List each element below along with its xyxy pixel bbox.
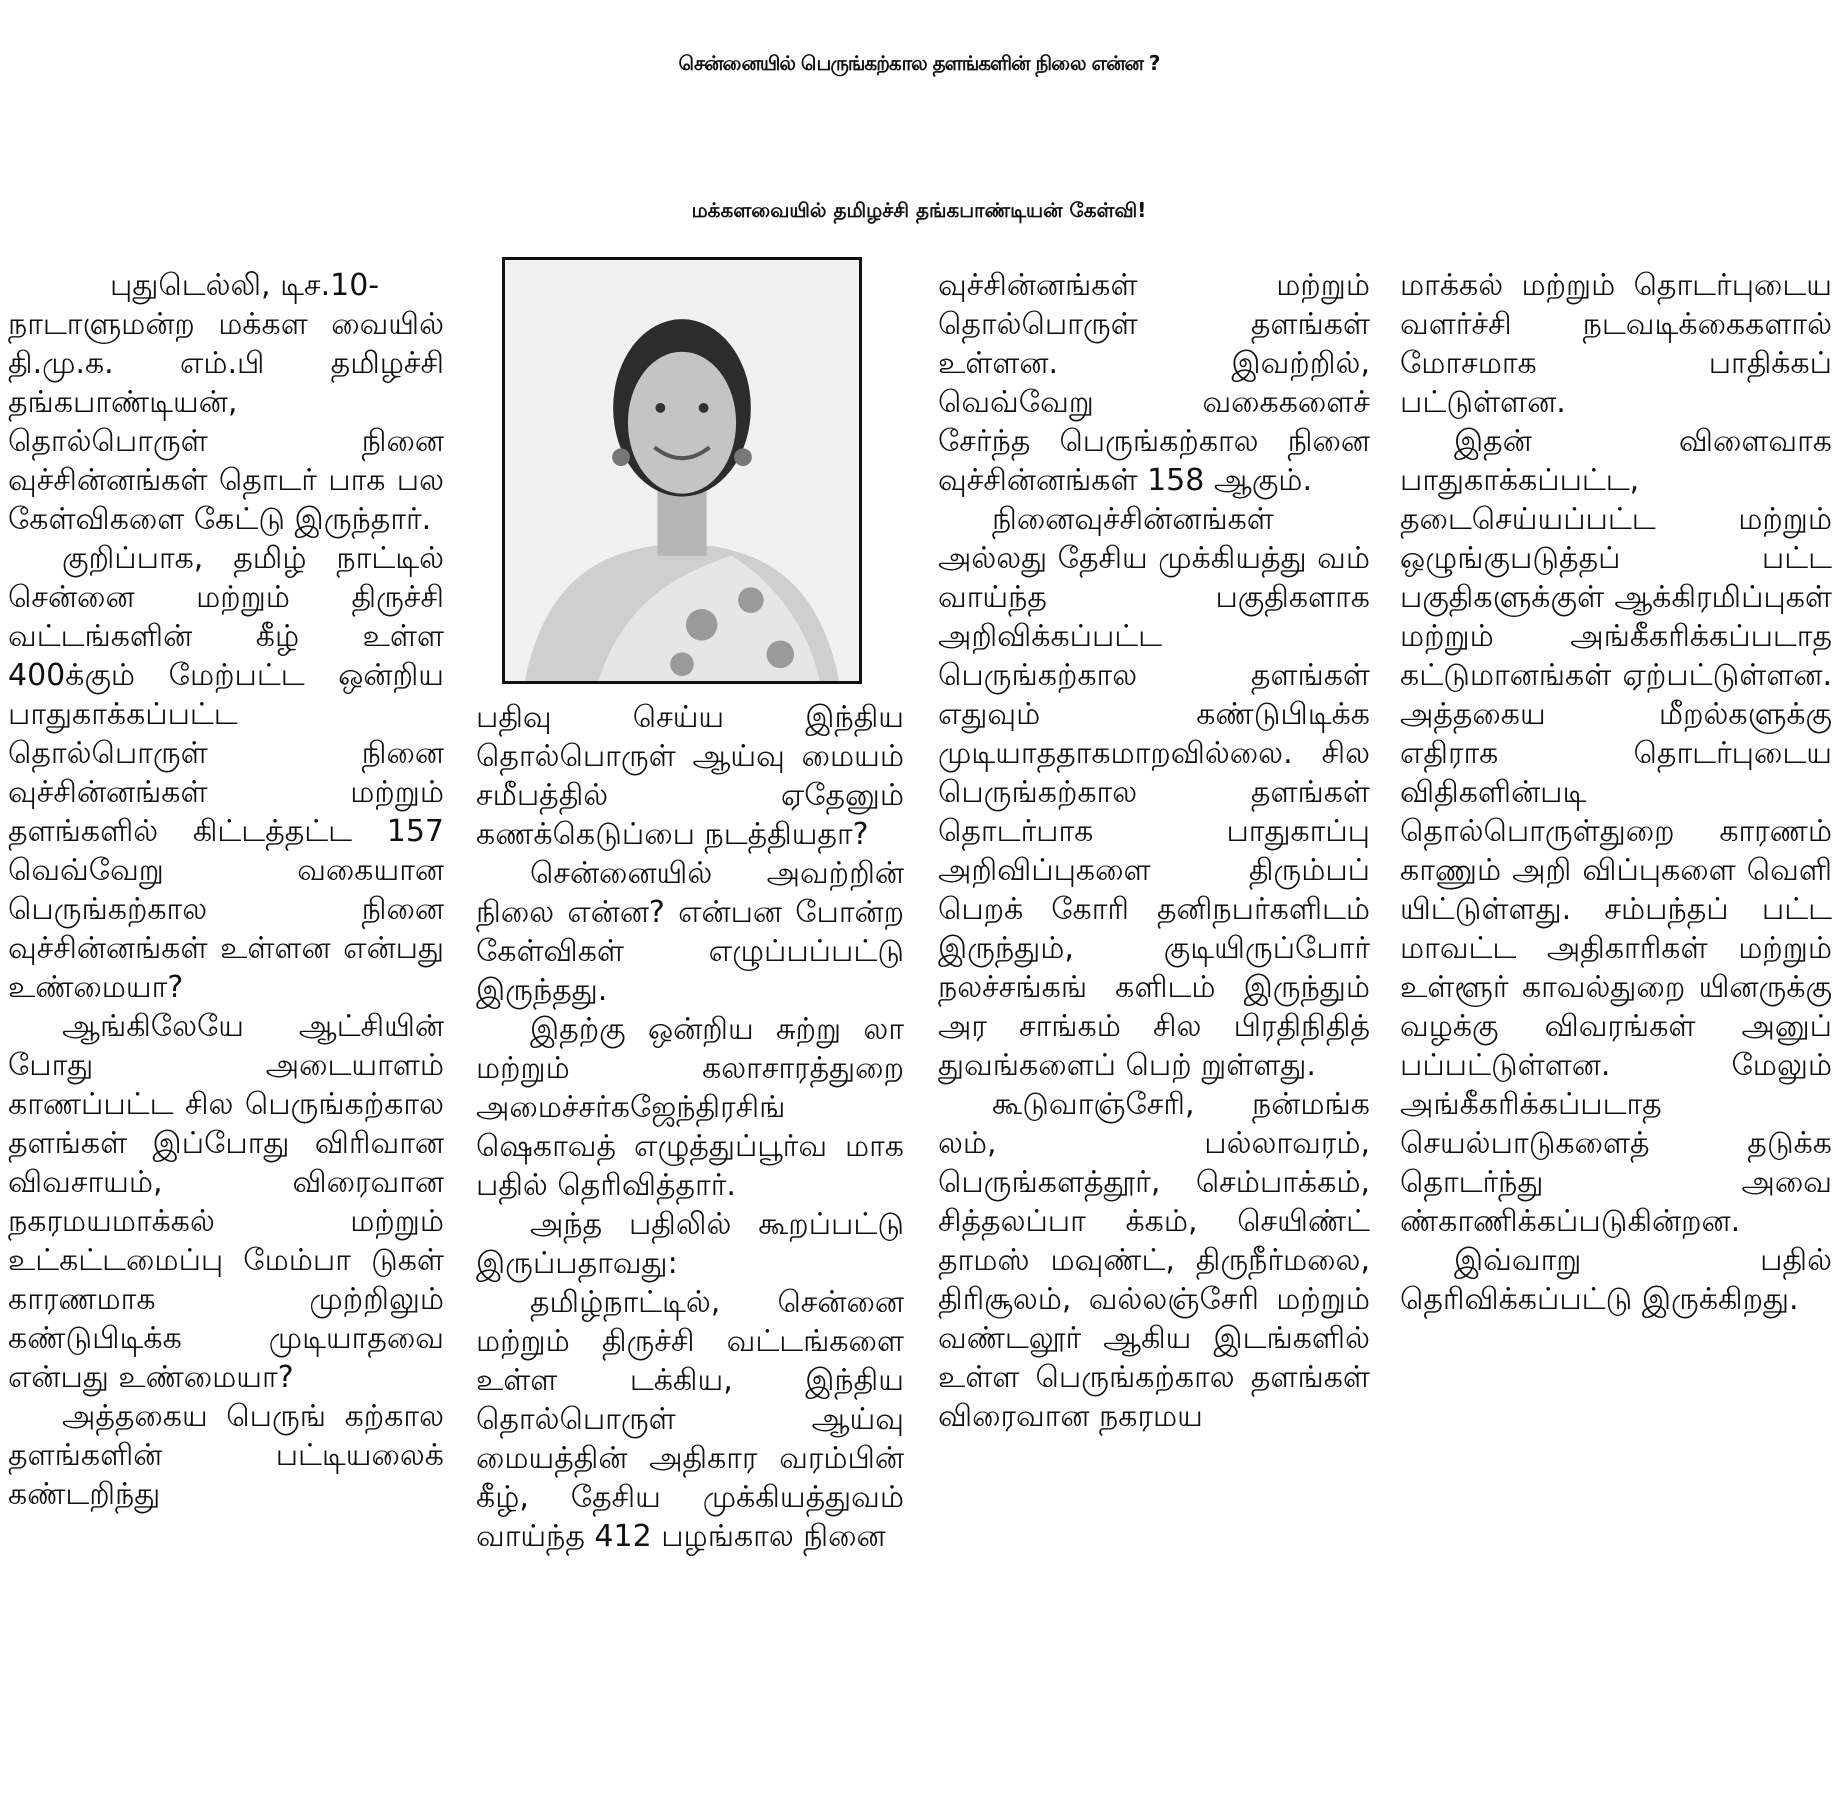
paragraph: இதற்கு ஒன்றிய சுற்று லா மற்றும் கலாசாரத்துறை அமைச்சர்கஜேந்திரசிங் ஷெகாவத் எழுத்துப்பூர்வ மாக பதில் தெரிவித்தார். [476, 1012, 904, 1203]
article-column-2 [476, 698, 904, 1556]
paragraph: மாக்கல் மற்றும் தொடர்புடைய வளர்ச்சி நடவடிக்கைகளால் மோசமாக பாதிக்கப் பட்டுள்ளன. [1400, 268, 1832, 420]
article-column-1 [8, 266, 444, 1514]
paragraph: சென்னையில் அவற்றின் நிலை என்ன? என்பன போன்ற கேள்விகள் எழுப்பப்பட்டு இருந்தது. [476, 856, 904, 1008]
headline: சென்னையில் பெருங்கற்கால தளங்களின் நிலை என்ன ? [678, 51, 1160, 75]
article-column-4 [1400, 266, 1832, 1319]
dateline: புதுடெல்லி, டிச.10- [110, 268, 380, 303]
paragraph: தமிழ்நாட்டில், சென்னை மற்றும் திருச்சி வட்டங்களை உள்ள டக்கிய, இந்திய தொல்பொருள் ஆய்வு மையத்தின் அதிகார வரம்பின் கீழ், தேசிய முக்கியத்துவம் வாய்ந்த 412 பழங்கால நினை [476, 1285, 904, 1554]
paragraph: இவ்வாறு பதில் தெரிவிக்கப்பட்டு இருக்கிறது. [1400, 1243, 1832, 1317]
paragraph: வுச்சின்னங்கள் மற்றும் தொல்பொருள் தளங்கள் உள்ளன. இவற்றில், வெவ்வேறு வகைகளைச் சேர்ந்த பெருங்கற்கால நினை வுச்சின்னங்கள் 158 ஆகும். [938, 268, 1370, 498]
subheadline: மக்களவையில் தமிழச்சி தங்கபாண்டியன் கேள்வி! [691, 198, 1147, 222]
portrait-photo [502, 257, 862, 684]
article-column-3 [938, 266, 1370, 1436]
paragraph: ஆங்கிலேயே ஆட்சியின் போது அடையாளம் காணப்பட்ட சில பெருங்கற்கால தளங்கள் இப்போது விரிவான விவசாயம், விரைவான நகரமயமாக்கல் மற்றும் உட்கட்டமைப்பு மேம்பா டுகள் காரணமாக முற்றிலும் கண்டுபிடிக்க முடியாதவை என்பது உண்மையா? [8, 1009, 444, 1395]
paragraph: நாடாளுமன்ற மக்கள வையில் தி.மு.க. எம்.பி தமிழச்சி தங்கபாண்டியன், தொல்பொருள் நினை வுச்சின்னங்கள் தொடர் பாக பல கேள்விகளை கேட்டு இருந்தார். [8, 307, 444, 537]
paragraph: கூடுவாஞ்சேரி, நன்மங்க லம், பல்லாவரம், பெருங்களத்தூர், செம்பாக்கம், சித்தலப்பா க்கம், செயிண்ட் தாமஸ் மவுண்ட், திருநீர்மலை, திரிசூலம், வல்லஞ்சேரி மற்றும் வண்டலூர் ஆகிய இடங்களில் உள்ள பெருங்கற்கால தளங்கள் விரைவான நகரமய [938, 1087, 1370, 1434]
paragraph: குறிப்பாக, தமிழ் நாட்டில் சென்னை மற்றும் திருச்சி வட்டங்களின் கீழ் உள்ள 400க்கும் மேற்பட்ட ஒன்றிய பாதுகாக்கப்பட்ட தொல்பொருள் நினை வுச்சின்னங்கள் மற்றும் தளங்களில் கிட்டத்தட்ட 157 வெவ்வேறு வகையான பெருங்கற்கால நினை வுச்சின்னங்கள் உள்ளன என்பது உண்மையா? [8, 541, 444, 1005]
paragraph: நினைவுச்சின்னங்கள் அல்லது தேசிய முக்கியத்து வம் வாய்ந்த பகுதிகளாக அறிவிக்கப்பட்ட பெருங்கற்கால தளங்கள் எதுவும் கண்டுபிடிக்க முடியாததாகமாறவில்லை. சில பெருங்கற்கால தளங்கள் தொடர்பாக பாதுகாப்பு அறிவிப்புகளை திரும்பப் பெறக் கோரி தனிநபர்களிடம் இருந்தும், குடியிருப்போர் நலச்சங்கங் களிடம் இருந்தும் அர சாங்கம் சில பிரதிநிதித் துவங்களைப் பெற் றுள்ளது. [938, 502, 1370, 1083]
paragraph: இதன் விளைவாக பாதுகாக்கப்பட்ட, தடைசெய்யப்பட்ட மற்றும் ஒழுங்குபடுத்தப் பட்ட பகுதிகளுக்குள் ஆக்கிரமிப்புகள் மற்றும் அங்கீகரிக்கப்படாத கட்டுமானங்கள் ஏற்பட்டுள்ளன. அத்தகைய மீறல்களுக்கு எதிராக தொடர்புடைய விதிகளின்படி தொல்பொருள்துறை காரணம் காணும் அறி விப்புகளை வெளி யிட்டுள்ளது. சம்பந்தப் பட்ட மாவட்ட அதிகாரிகள் மற்றும் உள்ளூர் காவல்துறை யினருக்கு வழக்கு விவரங்கள் அனுப் பப்பட்டுள்ளன. மேலும் அங்கீகரிக்கப்படாத செயல்பாடுகளைத் தடுக்க தொடர்ந்து அவை ண்காணிக்கப்படுகின்றன. [1400, 424, 1832, 1239]
paragraph: அந்த பதிலில் கூறப்பட்டு இருப்பதாவது: [476, 1207, 904, 1281]
paragraph: பதிவு செய்ய இந்திய தொல்பொருள் ஆய்வு மையம் சமீபத்தில் ஏதேனும் கணக்கெடுப்பை நடத்தியதா? [476, 700, 904, 852]
paragraph: அத்தகைய பெருங் கற்கால தளங்களின் பட்டியலைக் கண்டறிந்து [8, 1399, 444, 1512]
portrait-illustration [505, 260, 859, 681]
